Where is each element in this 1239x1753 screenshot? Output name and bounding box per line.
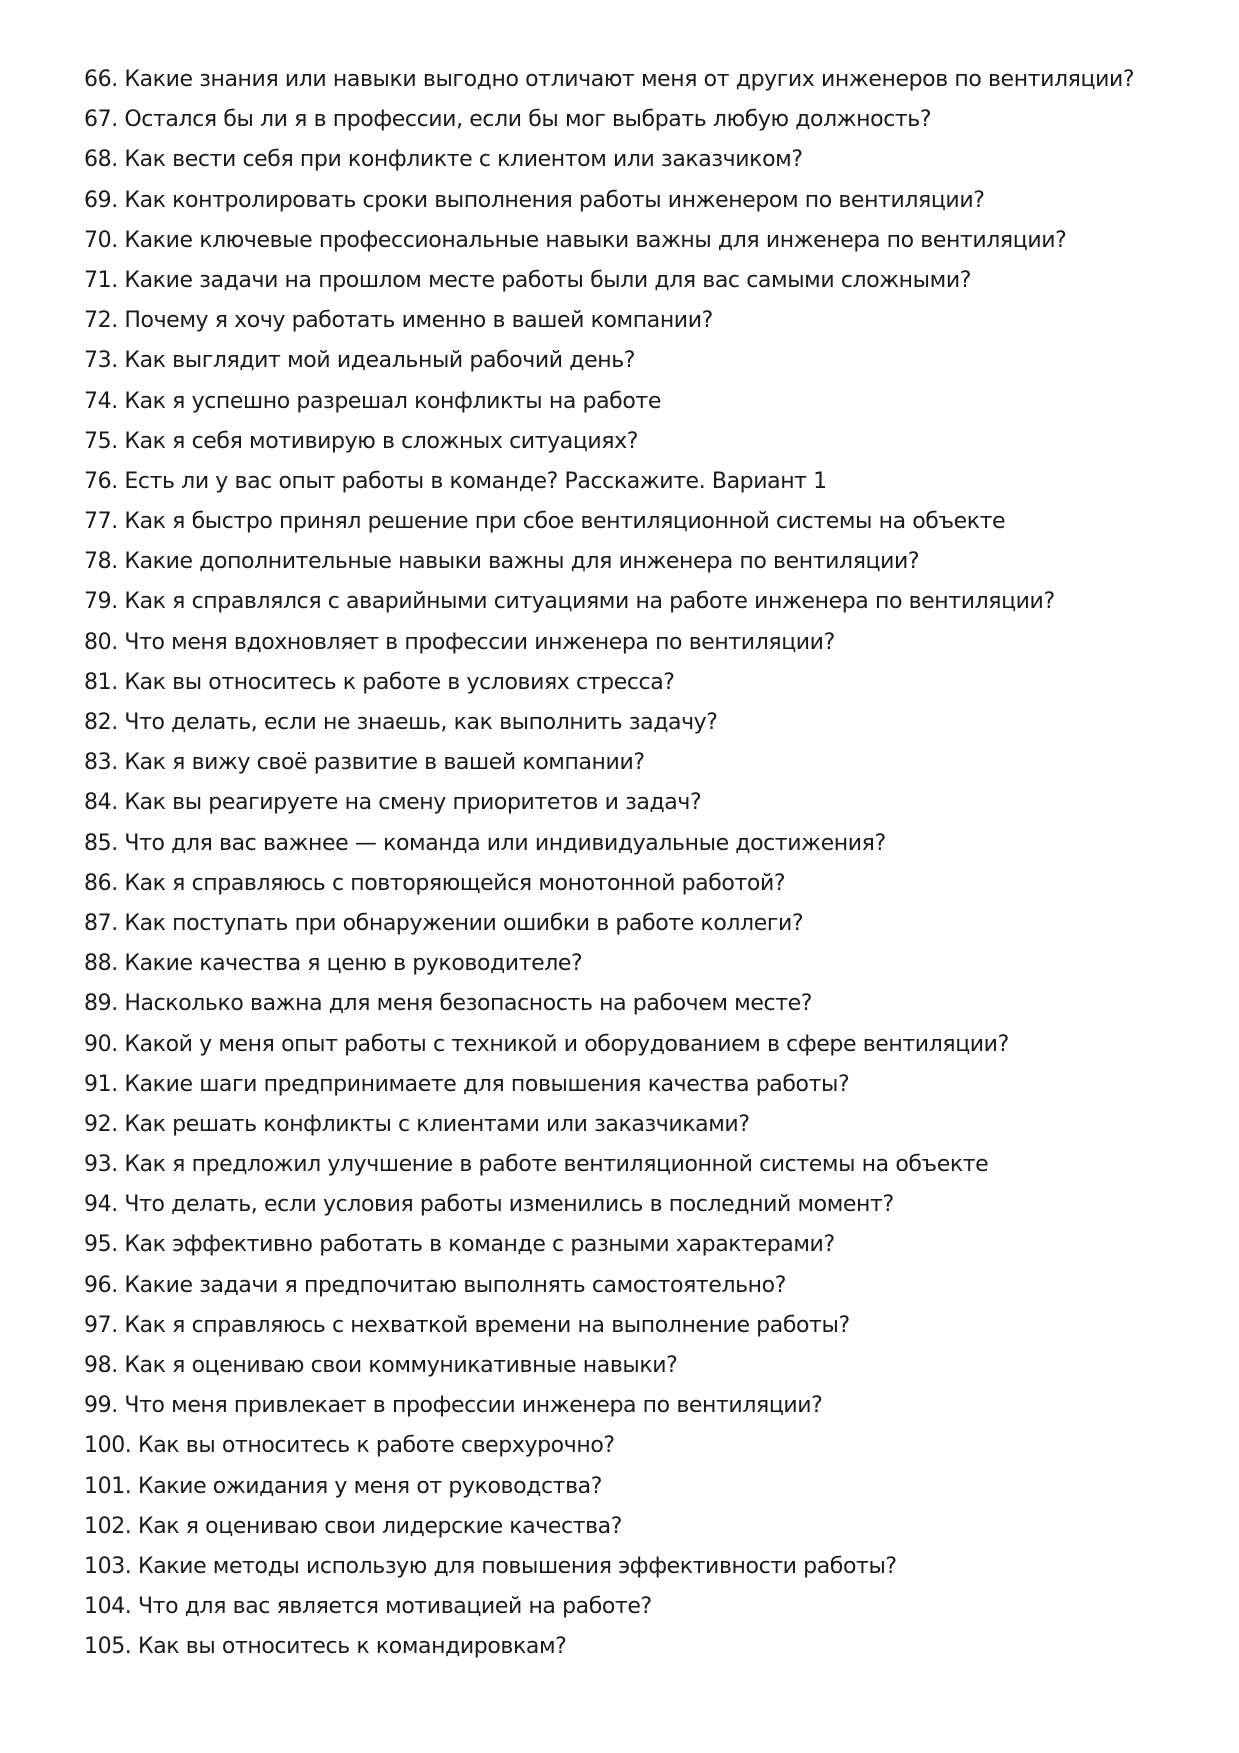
list-item: 98. Как я оцениваю свои коммуникативные навыки? [84, 1353, 678, 1378]
list-item: 92. Как решать конфликты с клиентами или заказчиками? [84, 1111, 750, 1137]
question-list [84, 60, 1204, 1668]
list-item: 74. Как я успешно разрешал конфликты на работе [84, 388, 661, 414]
list-item: 101. Какие ожидания у меня от руководства? [84, 1473, 603, 1499]
list-item: 83. Как я вижу своё развитие в вашей компании? [84, 750, 645, 776]
list-item: 96. Какие задачи я предпочитаю выполнять самостоятельно? [84, 1272, 786, 1298]
list-item: 70. Какие ключевые профессиональные навыки важны для инженера по вентиляции? [84, 227, 1067, 253]
list-item: 103. Какие методы использую для повышения эффективности работы? [84, 1553, 897, 1579]
list-item: 99. Что меня привлекает в профессии инженера по вентиляции? [84, 1393, 823, 1419]
list-item: 89. Насколько важна для меня безопасность на рабочем месте? [84, 991, 813, 1017]
list-item: 100. Как вы относитесь к работе сверхурочно? [84, 1433, 615, 1459]
list-item: 102. Как я оцениваю свои лидерские качества? [84, 1513, 623, 1539]
list-item: 97. Как я справляюсь с нехваткой времени на выполнение работы? [84, 1312, 850, 1338]
list-item: 72. Почему я хочу работать именно в вашей компании? [84, 308, 713, 334]
list-item: 88. Какие качества я ценю в руководителе? [84, 951, 583, 977]
list-item: 79. Как я справлялся с аварийными ситуациями на работе инженера по вентиляции? [84, 589, 1055, 615]
list-item: 73. Как выглядит мой идеальный рабочий день? [84, 348, 636, 374]
list-item: 91. Какие шаги предпринимаете для повышения качества работы? [84, 1071, 850, 1097]
list-item: 87. Как поступать при обнаружении ошибки в работе коллеги? [84, 910, 804, 936]
list-item: 82. Что делать, если не знаешь, как выполнить задачу? [84, 710, 718, 735]
list-item: 76. Есть ли у вас опыт работы в команде? Расскажите. Вариант 1 [84, 468, 827, 494]
list-item: 95. Как эффективно работать в команде с разными характерами? [84, 1232, 835, 1258]
list-item: 105. Как вы относитесь к командировкам? [84, 1634, 567, 1660]
list-item: 81. Как вы относитесь к работе в условиях стресса? [84, 669, 675, 695]
list-item: 86. Как я справляюсь с повторяющейся монотонной работой? [84, 870, 786, 896]
list-item: 69. Как контролировать сроки выполнения работы инженером по вентиляции? [84, 187, 985, 213]
list-item: 78. Какие дополнительные навыки важны для инженера по вентиляции? [84, 549, 920, 575]
list-item: 90. Какой у меня опыт работы с техникой и оборудованием в сфере вентиляции? [84, 1031, 1009, 1057]
list-item: 75. Как я себя мотивирую в сложных ситуациях? [84, 428, 639, 454]
list-item: 67. Остался бы ли я в профессии, если бы мог выбрать любую должность? [84, 107, 932, 133]
list-item: 94. Что делать, если условия работы изменились в последний момент? [84, 1192, 894, 1218]
list-item: 71. Какие задачи на прошлом месте работы были для вас самыми сложными? [84, 267, 972, 293]
list-item: 85. Что для вас важнее — команда или индивидуальные достижения? [84, 830, 886, 856]
list-item: 93. Как я предложил улучшение в работе вентиляционной системы на объекте [84, 1152, 989, 1178]
list-item: 104. Что для вас является мотивацией на работе? [84, 1594, 652, 1620]
list-item: 77. Как я быстро принял решение при сбое вентиляционной системы на объекте [84, 509, 1006, 535]
list-item: 66. Какие знания или навыки выгодно отличают меня от других инженеров по вентиляции? [84, 67, 1135, 92]
list-item: 80. Что меня вдохновляет в профессии инженера по вентиляции? [84, 629, 835, 655]
list-item: 84. Как вы реагируете на смену приоритетов и задач? [84, 790, 702, 816]
list-item: 68. Как вести себя при конфликте с клиентом или заказчиком? [84, 147, 803, 173]
